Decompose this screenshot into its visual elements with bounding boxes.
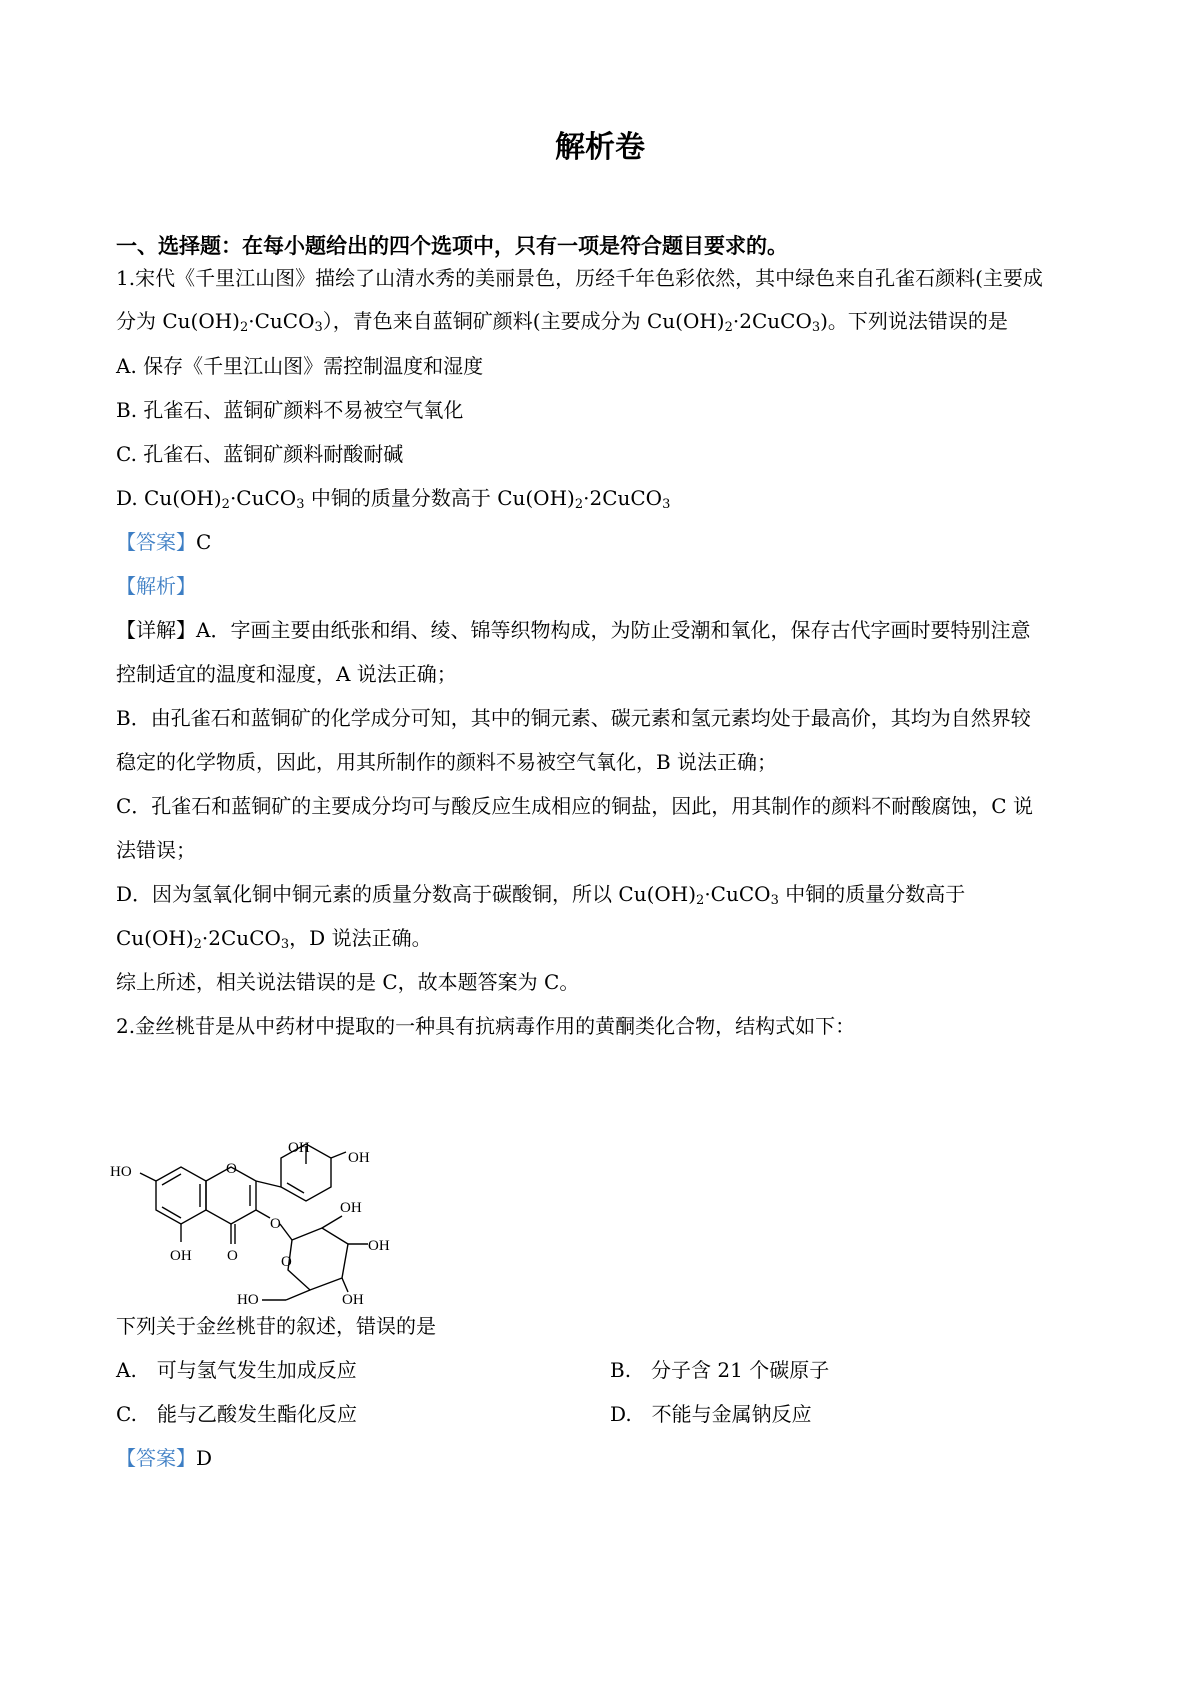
- section-heading: 一、选择题：在每小题给出的四个选项中，只有一项是符合题目要求的。: [116, 233, 788, 258]
- label-oh-sugar3: OH: [342, 1292, 364, 1308]
- q1-detail-b1: B．由孔雀石和蓝铜矿的化学成分可知，其中的铜元素、碳元素和氢元素均处于最高价，其均为自然界较: [116, 706, 1031, 730]
- q2-prompt: 下列关于金丝桃苷的叙述，错误的是: [116, 1314, 436, 1338]
- label-ho-left: HO: [110, 1164, 132, 1180]
- q1-detail-d1: D．因为氢氧化铜中铜元素的质量分数高于碳酸铜，所以 $Cu(OH)_2\cdot CuCO_3$ 中铜的质量分数高于: [116, 882, 966, 908]
- q1-summary: 综上所述，相关说法错误的是 C，故本题答案为 C。: [116, 970, 580, 994]
- label-oh-right: OH: [348, 1150, 370, 1166]
- q1-detail-d2: $Cu(OH)_2\cdot 2CuCO_3$，D 说法正确。: [116, 926, 432, 952]
- answer-tag: 【答案】: [116, 1446, 196, 1470]
- label-o-ring: O: [226, 1161, 237, 1177]
- q2-option-a: A. 可与氢气发生加成反应: [116, 1358, 357, 1382]
- label-ho-sugar: HO: [237, 1292, 259, 1308]
- ring-a: [156, 1167, 206, 1224]
- q2-option-b: B. 分子含 21 个碳原子: [610, 1358, 830, 1382]
- label-oh-sugar1: OH: [340, 1200, 362, 1216]
- q1-option-c: C. 孔雀石、蓝铜矿颜料耐酸耐碱: [116, 442, 404, 466]
- q2-option-d: D. 不能与金属钠反应: [610, 1402, 812, 1426]
- label-oh-sugar2: OH: [368, 1238, 390, 1254]
- q1-detail-a2: 控制适宜的温度和湿度，A 说法正确；: [116, 662, 457, 686]
- q1-detail-b2: 稳定的化学物质，因此，用其所制作的颜料不易被空气氧化，B 说法正确；: [116, 750, 778, 774]
- q1-stem-line1: 1.宋代《千里江山图》描绘了山清水秀的美丽景色，历经千年色彩依然，其中绿色来自孔雀石颜料(主要成: [116, 266, 1043, 290]
- q1-detail-c2: 法错误；: [116, 838, 196, 862]
- q1-option-b: B. 孔雀石、蓝铜矿颜料不易被空气氧化: [116, 398, 464, 422]
- q1-option-a: A. 保存《千里江山图》需控制温度和湿度: [116, 354, 484, 378]
- q1-analysis-tag: 【解析】: [116, 574, 196, 598]
- answer-tag: 【答案】: [116, 530, 196, 554]
- q1-detail-a1: 【详解】A．字画主要由纸张和绢、绫、锦等织物构成，为防止受潮和氧化，保存古代字画时要特别注意: [116, 618, 1031, 642]
- q1-detail-c1: C．孔雀石和蓝铜矿的主要成分均可与酸反应生成相应的铜盐，因此，用其制作的颜料不耐酸腐蚀，C 说: [116, 794, 1033, 818]
- q1-option-d: D. $Cu(OH)_2\cdot CuCO_3$ 中铜的质量分数高于 $Cu(OH)_2\cdot 2CuCO_3$: [116, 486, 671, 512]
- label-oh-top: OH: [288, 1140, 310, 1156]
- q1-answer: 【答案】C: [116, 530, 212, 554]
- label-o-carbonyl: O: [227, 1248, 238, 1264]
- label-o-link: O: [270, 1216, 281, 1232]
- label-o-sugar: O: [281, 1254, 292, 1270]
- page-title: 解析卷: [555, 130, 645, 165]
- q2-option-c: C. 能与乙酸发生酯化反应: [116, 1402, 357, 1426]
- label-oh-bottom: OH: [170, 1248, 192, 1264]
- q1-stem-line2: 分为 $Cu(OH)_2\cdot CuCO_3$），青色来自蓝铜矿颜料(主要成分为 $Cu(OH)_2\cdot 2CuCO_3$)。下列说法错误的是: [116, 309, 1008, 335]
- q2-stem: 2.金丝桃苷是从中药材中提取的一种具有抗病毒作用的黄酮类化合物，结构式如下：: [116, 1014, 856, 1038]
- sugar-ring: [288, 1228, 348, 1290]
- q2-answer: 【答案】D: [116, 1446, 213, 1470]
